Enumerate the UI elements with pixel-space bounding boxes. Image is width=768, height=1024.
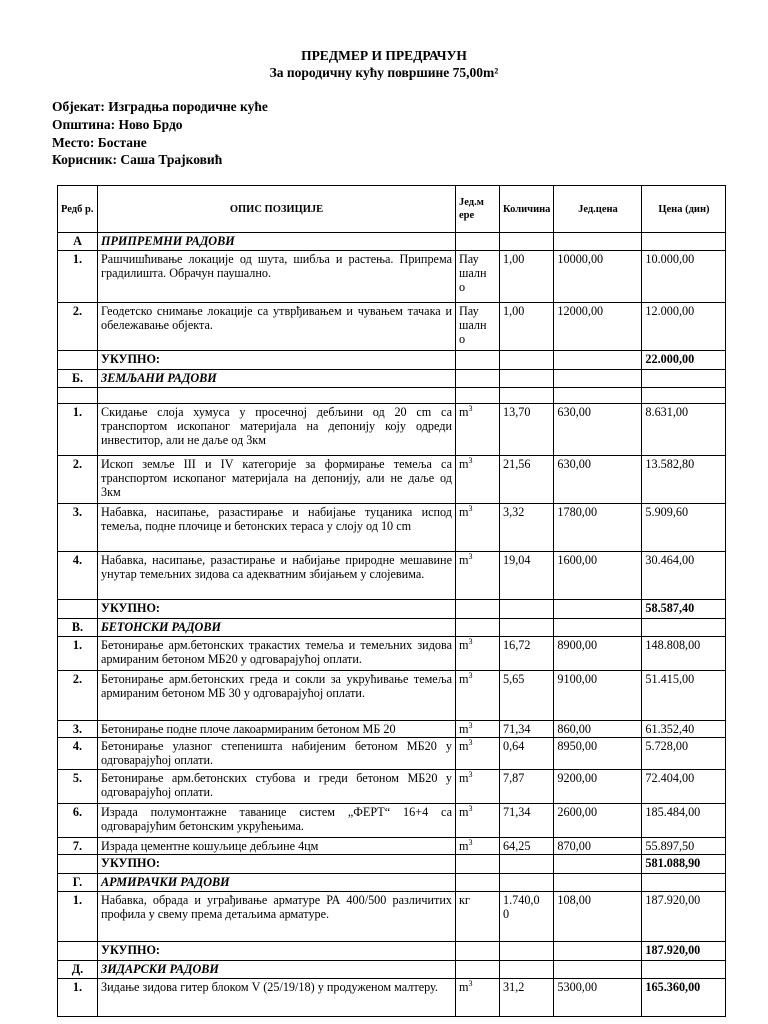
empty-cell bbox=[642, 370, 726, 388]
empty-cell bbox=[58, 388, 98, 404]
row-number: 1. bbox=[58, 979, 98, 1017]
row-number: 3. bbox=[58, 721, 98, 738]
empty-cell bbox=[456, 855, 500, 874]
row-unit-price: 860,00 bbox=[554, 721, 642, 738]
row-number: 1. bbox=[58, 404, 98, 456]
row-number: 7. bbox=[58, 838, 98, 855]
row-unit: кг bbox=[456, 892, 500, 942]
table-header-row bbox=[58, 186, 726, 233]
section-total-row bbox=[58, 351, 726, 370]
section-total-row bbox=[58, 600, 726, 619]
table-row bbox=[58, 251, 726, 303]
empty-cell bbox=[554, 619, 642, 637]
empty-cell bbox=[554, 600, 642, 619]
row-description: Израда полумонтажне таванице систем „ФЕРТ“ 16+4 са одговарајућим бетонским укрућењима. bbox=[98, 804, 456, 838]
row-unit: Пау шалн о bbox=[456, 303, 500, 351]
row-quantity: 1,00 bbox=[500, 251, 554, 303]
empty-cell bbox=[456, 388, 500, 404]
empty-cell bbox=[500, 961, 554, 979]
empty-cell bbox=[554, 388, 642, 404]
empty-cell bbox=[500, 874, 554, 892]
section-header-row bbox=[58, 233, 726, 251]
empty-cell bbox=[554, 370, 642, 388]
row-total: 148.808,00 bbox=[642, 637, 726, 671]
row-description: Бетонирање улазног степеништа набијеним бетоном МБ20 у одговарајућој оплати. bbox=[98, 738, 456, 770]
section-code: А bbox=[58, 233, 98, 251]
row-unit-price: 12000,00 bbox=[554, 303, 642, 351]
table-row bbox=[58, 552, 726, 600]
section-total-label: УКУПНО: bbox=[98, 600, 456, 619]
row-number: 1. bbox=[58, 892, 98, 942]
row-number: 6. bbox=[58, 804, 98, 838]
row-unit: $m^3$ bbox=[456, 404, 500, 456]
empty-cell bbox=[58, 351, 98, 370]
row-description: Ископ земље III и IV категорије за формирање темеља са транспортом ископаног материјала на депонију, али не даље од 3км bbox=[98, 456, 456, 504]
row-total: 55.897,50 bbox=[642, 838, 726, 855]
table-row bbox=[58, 892, 726, 942]
row-number: 2. bbox=[58, 456, 98, 504]
row-quantity: 71,34 bbox=[500, 721, 554, 738]
row-description: Бетонирање арм.бетонских тракастих темеља и темељних зидова армираним бетоном МБ20 у одговарајућој оплати. bbox=[98, 637, 456, 671]
header-unit-price: Јед.цена bbox=[554, 186, 642, 233]
section-code: В. bbox=[58, 619, 98, 637]
row-unit-price: 630,00 bbox=[554, 404, 642, 456]
document-subtitle: За породичну кућу површине 75,00m² bbox=[269, 65, 499, 80]
section-total-label: УКУПНО: bbox=[98, 942, 456, 961]
section-header-row bbox=[58, 619, 726, 637]
row-description: Набавка, насипање, разастирање и набијање природне мешавине унутар темељних зидова са адекватним збијањем у слојевима. bbox=[98, 552, 456, 600]
row-quantity: 7,87 bbox=[500, 770, 554, 804]
empty-cell bbox=[500, 600, 554, 619]
empty-cell bbox=[500, 233, 554, 251]
section-title: АРМИРАЧКИ РАДОВИ bbox=[98, 874, 456, 892]
empty-cell bbox=[456, 874, 500, 892]
section-title: ЗИДАРСКИ РАДОВИ bbox=[98, 961, 456, 979]
info-municipality: Општина: Ново Брдо bbox=[52, 117, 183, 132]
row-description: Рашчишћивање локације од шута, шибља и растења. Припрема градилишта. Обрачун паушално. bbox=[98, 251, 456, 303]
empty-cell bbox=[642, 961, 726, 979]
row-unit: $m^3$ bbox=[456, 721, 500, 738]
header-rb: Редб р. bbox=[58, 186, 98, 233]
row-total: 72.404,00 bbox=[642, 770, 726, 804]
cost-estimate-table bbox=[57, 185, 726, 1017]
table-row bbox=[58, 738, 726, 770]
row-unit: $m^3$ bbox=[456, 770, 500, 804]
row-number: 4. bbox=[58, 552, 98, 600]
row-unit-price: 8950,00 bbox=[554, 738, 642, 770]
empty-cell bbox=[554, 942, 642, 961]
row-number: 2. bbox=[58, 671, 98, 721]
empty-cell bbox=[500, 942, 554, 961]
section-total-value: 58.587,40 bbox=[642, 600, 726, 619]
empty-cell bbox=[642, 233, 726, 251]
section-total-row bbox=[58, 942, 726, 961]
row-unit: $m^3$ bbox=[456, 838, 500, 855]
header-price: Цена (дин) bbox=[642, 186, 726, 233]
row-quantity: 19,04 bbox=[500, 552, 554, 600]
info-object: Објекат: Изградња породичне куће bbox=[52, 99, 268, 114]
row-unit: $m^3$ bbox=[456, 552, 500, 600]
row-number: 5. bbox=[58, 770, 98, 804]
row-description: Зидање зидова гитер блоком V (25/19/18) у продуженом малтеру. bbox=[98, 979, 456, 1017]
section-title: БЕТОНСКИ РАДОВИ bbox=[98, 619, 456, 637]
row-total: 12.000,00 bbox=[642, 303, 726, 351]
empty-cell bbox=[58, 942, 98, 961]
row-total: 51.415,00 bbox=[642, 671, 726, 721]
section-code: Г. bbox=[58, 874, 98, 892]
row-total: 185.484,00 bbox=[642, 804, 726, 838]
empty-cell bbox=[58, 600, 98, 619]
row-total: 10.000,00 bbox=[642, 251, 726, 303]
table-row bbox=[58, 804, 726, 838]
empty-cell bbox=[500, 351, 554, 370]
row-number: 3. bbox=[58, 504, 98, 552]
section-total-label: УКУПНО: bbox=[98, 351, 456, 370]
empty-cell bbox=[456, 961, 500, 979]
row-quantity: 1,00 bbox=[500, 303, 554, 351]
row-total: 5.728,00 bbox=[642, 738, 726, 770]
empty-cell bbox=[500, 370, 554, 388]
row-total: 8.631,00 bbox=[642, 404, 726, 456]
row-quantity: 31,2 bbox=[500, 979, 554, 1017]
document-title: ПРЕДМЕР И ПРЕДРАЧУН bbox=[301, 48, 467, 63]
row-unit: $m^3$ bbox=[456, 637, 500, 671]
table-row bbox=[58, 770, 726, 804]
row-description: Геодетско снимање локације са утврђивањем и чувањем тачака и обележавање објекта. bbox=[98, 303, 456, 351]
section-code: Б. bbox=[58, 370, 98, 388]
empty-cell bbox=[98, 388, 456, 404]
table-row bbox=[58, 504, 726, 552]
section-code: Д. bbox=[58, 961, 98, 979]
section-total-value: 22.000,00 bbox=[642, 351, 726, 370]
empty-cell bbox=[554, 961, 642, 979]
row-unit-price: 10000,00 bbox=[554, 251, 642, 303]
row-unit: $m^3$ bbox=[456, 456, 500, 504]
row-quantity: 64,25 bbox=[500, 838, 554, 855]
header-quantity: Количина bbox=[500, 186, 554, 233]
section-total-label: УКУПНО: bbox=[98, 855, 456, 874]
empty-cell bbox=[500, 619, 554, 637]
section-header-row bbox=[58, 370, 726, 388]
row-description: Набавка, насипање, разастирање и набијање туцаника испод темеља, подне плочице и бетонских тераса у слоју од 10 cm bbox=[98, 504, 456, 552]
empty-cell bbox=[642, 619, 726, 637]
row-unit-price: 1600,00 bbox=[554, 552, 642, 600]
row-number: 1. bbox=[58, 637, 98, 671]
row-description: Израда цементне кошуљице дебљине 4цм bbox=[98, 838, 456, 855]
section-header-row bbox=[58, 961, 726, 979]
table-row bbox=[58, 404, 726, 456]
row-total: 5.909,60 bbox=[642, 504, 726, 552]
row-quantity: 1.740,0 0 bbox=[500, 892, 554, 942]
section-title: ПРИПРЕМНИ РАДОВИ bbox=[98, 233, 456, 251]
row-unit-price: 870,00 bbox=[554, 838, 642, 855]
row-unit: $m^3$ bbox=[456, 738, 500, 770]
table-row bbox=[58, 303, 726, 351]
row-total: 13.582,80 bbox=[642, 456, 726, 504]
row-description: Набавка, обрада и уграђивање арматуре РА 400/500 различитих профила у свему према детаљима арматуре. bbox=[98, 892, 456, 942]
empty-cell bbox=[642, 874, 726, 892]
row-description: Бетонирање арм.бетонских стубова и греди бетоном МБ20 у одговарајућој оплати. bbox=[98, 770, 456, 804]
row-unit-price: 5300,00 bbox=[554, 979, 642, 1017]
table-row bbox=[58, 979, 726, 1017]
empty-cell bbox=[456, 370, 500, 388]
row-unit-price: 2600,00 bbox=[554, 804, 642, 838]
empty-cell bbox=[456, 233, 500, 251]
row-quantity: 0,64 bbox=[500, 738, 554, 770]
row-unit-price: 9200,00 bbox=[554, 770, 642, 804]
empty-cell bbox=[642, 388, 726, 404]
row-unit-price: 8900,00 bbox=[554, 637, 642, 671]
row-quantity: 21,56 bbox=[500, 456, 554, 504]
row-quantity: 5,65 bbox=[500, 671, 554, 721]
section-total-row bbox=[58, 855, 726, 874]
section-header-row bbox=[58, 874, 726, 892]
row-unit: $m^3$ bbox=[456, 504, 500, 552]
table-row bbox=[58, 838, 726, 855]
table-row bbox=[58, 637, 726, 671]
row-total: 61.352,40 bbox=[642, 721, 726, 738]
empty-cell bbox=[554, 855, 642, 874]
row-description: Скидање слоја хумуса у просечној дебљини од 20 cm са транспортом ископаног материјала на депонију коју одреди инвеститор, али не даље од 3км bbox=[98, 404, 456, 456]
section-total-value: 187.920,00 bbox=[642, 942, 726, 961]
spacer-row bbox=[58, 388, 726, 404]
section-total-value: 581.088,90 bbox=[642, 855, 726, 874]
section-title: ЗЕМЉАНИ РАДОВИ bbox=[98, 370, 456, 388]
empty-cell bbox=[500, 388, 554, 404]
empty-cell bbox=[554, 351, 642, 370]
row-total: 165.360,00 bbox=[642, 979, 726, 1017]
row-quantity: 16,72 bbox=[500, 637, 554, 671]
empty-cell bbox=[554, 874, 642, 892]
info-client: Корисник: Саша Трајковић bbox=[52, 152, 223, 167]
table-row bbox=[58, 721, 726, 738]
header-unit: Јед.м ере bbox=[456, 186, 500, 233]
row-quantity: 71,34 bbox=[500, 804, 554, 838]
row-number: 2. bbox=[58, 303, 98, 351]
row-unit-price: 108,00 bbox=[554, 892, 642, 942]
row-total: 30.464,00 bbox=[642, 552, 726, 600]
empty-cell bbox=[500, 855, 554, 874]
table-row bbox=[58, 671, 726, 721]
row-description: Бетонирање подне плоче лакоармираним бетоном МБ 20 bbox=[98, 721, 456, 738]
row-unit: $m^3$ bbox=[456, 804, 500, 838]
empty-cell bbox=[58, 855, 98, 874]
row-unit-price: 9100,00 bbox=[554, 671, 642, 721]
row-description: Бетонирање арм.бетонских греда и сокли за укрућивање темеља армираним бетоном МБ 30 у одговарајућој оплати. bbox=[98, 671, 456, 721]
row-unit: Пау шалн о bbox=[456, 251, 500, 303]
row-total: 187.920,00 bbox=[642, 892, 726, 942]
info-place: Место: Бостане bbox=[52, 135, 147, 150]
empty-cell bbox=[456, 619, 500, 637]
row-unit: $m^3$ bbox=[456, 979, 500, 1017]
row-number: 1. bbox=[58, 251, 98, 303]
row-number: 4. bbox=[58, 738, 98, 770]
empty-cell bbox=[554, 233, 642, 251]
row-unit: $m^3$ bbox=[456, 671, 500, 721]
empty-cell bbox=[456, 600, 500, 619]
row-quantity: 3,32 bbox=[500, 504, 554, 552]
empty-cell bbox=[456, 942, 500, 961]
header-description: ОПИС ПОЗИЦИЈЕ bbox=[98, 186, 456, 233]
empty-cell bbox=[456, 351, 500, 370]
row-quantity: 13,70 bbox=[500, 404, 554, 456]
row-unit-price: 1780,00 bbox=[554, 504, 642, 552]
table-row bbox=[58, 456, 726, 504]
row-unit-price: 630,00 bbox=[554, 456, 642, 504]
